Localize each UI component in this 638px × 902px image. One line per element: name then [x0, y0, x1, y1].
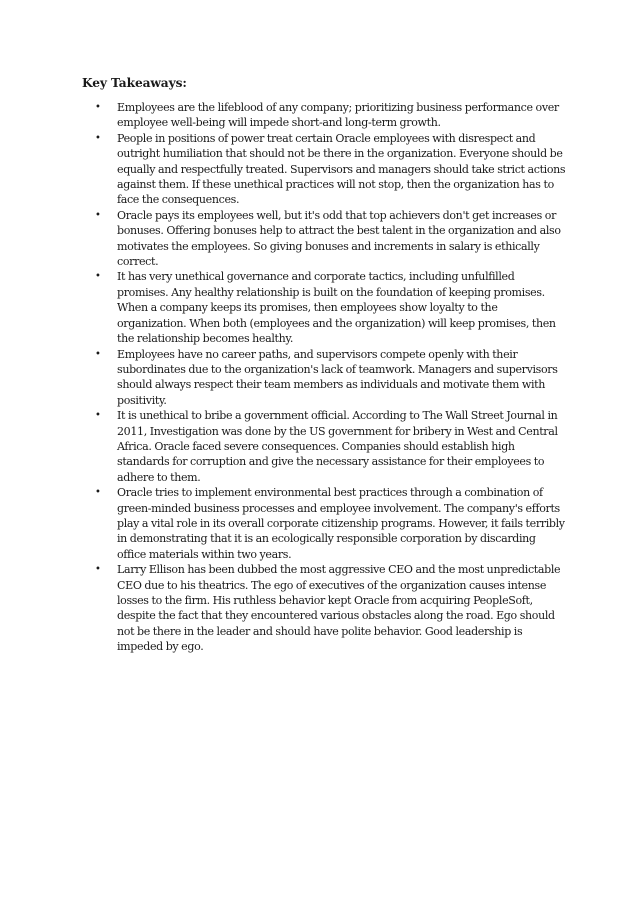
bullet-icon: •	[95, 487, 101, 499]
list-item-text: Oracle tries to implement environmental best practices through a combination of green-minded business processes and employee involvement. The company's efforts play a vital role in its overall corporate citizenship programs. However, it fails terribly in demonstrating that it is an ecologically responsible corporation by discarding office materials within two years.	[117, 486, 565, 561]
list-item-text: It has very unethical governance and corporate tactics, including unfulfilled promises. Any healthy relationship is built on the foundation of keeping promises. When a company keeps its promises, then employees show loyalty to the organization. When both (employees and the organization) will keep promises, then the relationship becomes healthy.	[117, 270, 556, 346]
list-item	[0, 208, 567, 270]
bullet-icon: •	[95, 102, 101, 113]
list-item-text: Larry Ellison has been dubbed the most aggressive CEO and the most unpredictable CEO due to his theatrics. The ego of executives of the organization causes intense losses to the firm. His ruthless behavior kept Oracle from acquiring PeopleSoft, despite the fact that they encountered various obstacles along the road. Ego should not be there in the leader and should have polite behavior. Good leadership is impeded by ego.	[117, 563, 561, 654]
bullet-icon: •	[95, 410, 101, 422]
list-item-text: It is unethical to bribe a government official. According to The Wall Street Journal in 2011, Investigation was done by the US government for bribery in West and Central Africa. Oracle faced severe consequences. Companies should establish high standards for corruption and give the necessary assistance for their employees to adhere to them.	[117, 409, 558, 484]
bullet-icon: •	[95, 209, 101, 221]
list-item	[0, 408, 567, 485]
bullet-icon: •	[95, 348, 101, 360]
list-item	[0, 562, 567, 654]
list-item-text: Employees are the lifeblood of any company; prioritizing business performance over employee well-being will impede short-and long-term growth.	[117, 101, 559, 130]
list-item	[0, 100, 567, 131]
list-item	[0, 269, 567, 346]
list-item-text: People in positions of power treat certain Oracle employees with disrespect and outright humiliation that should not be there in the organization. Everyone should be equally and respectfully treated. Supervisors and managers should take strict actions against them. If these unethical practices will not stop, then the organization has to face the consequences.	[117, 131, 566, 207]
section-heading: Key Takeaways:	[82, 76, 187, 90]
list-item	[0, 131, 567, 208]
bullet-icon: •	[95, 564, 101, 576]
takeaways-list	[0, 100, 638, 655]
bullet-icon: •	[95, 132, 101, 144]
bullet-icon: •	[95, 271, 101, 283]
list-item	[0, 485, 567, 562]
list-item-text: Employees have no career paths, and supervisors compete openly with their subordinates due to the organization's lack of teamwork. Managers and supervisors should always respect their team members as individuals and motivate them with positivity.	[117, 347, 558, 407]
list-item	[0, 347, 567, 409]
list-item-text: Oracle pays its employees well, but it's odd that top achievers don't get increases or bonuses. Offering bonuses help to attract the best talent in the organization and also motivates the employees. So giving bonuses and increments in salary is ethically correct.	[117, 208, 561, 269]
